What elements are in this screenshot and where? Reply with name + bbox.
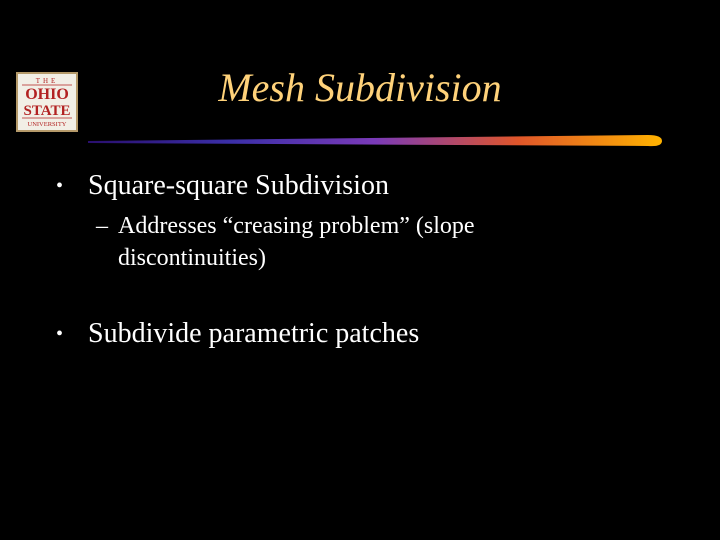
bullet-text: Square-square Subdivision [88,170,389,201]
svg-text:THE: THE [35,77,59,85]
svg-text:OHIO: OHIO [25,86,69,103]
sub-bullet-creasing [96,210,676,274]
svg-text:UNIVERSITY: UNIVERSITY [27,121,67,128]
bullet-parametric-patches [56,316,676,352]
bullet-text: Subdivide parametric patches [88,318,420,349]
bullet-marker: • [56,323,64,345]
svg-text:STATE: STATE [23,103,71,119]
sub-bullet-marker: – [96,213,108,239]
bullet-marker: • [56,175,64,197]
bullet-square-square [56,168,676,204]
slide-title: Mesh Subdivision [218,65,502,110]
slide-body [56,168,676,358]
title-divider [88,132,662,147]
sub-bullet-text: Addresses “creasing problem” (slope discontinuities) [118,213,475,271]
